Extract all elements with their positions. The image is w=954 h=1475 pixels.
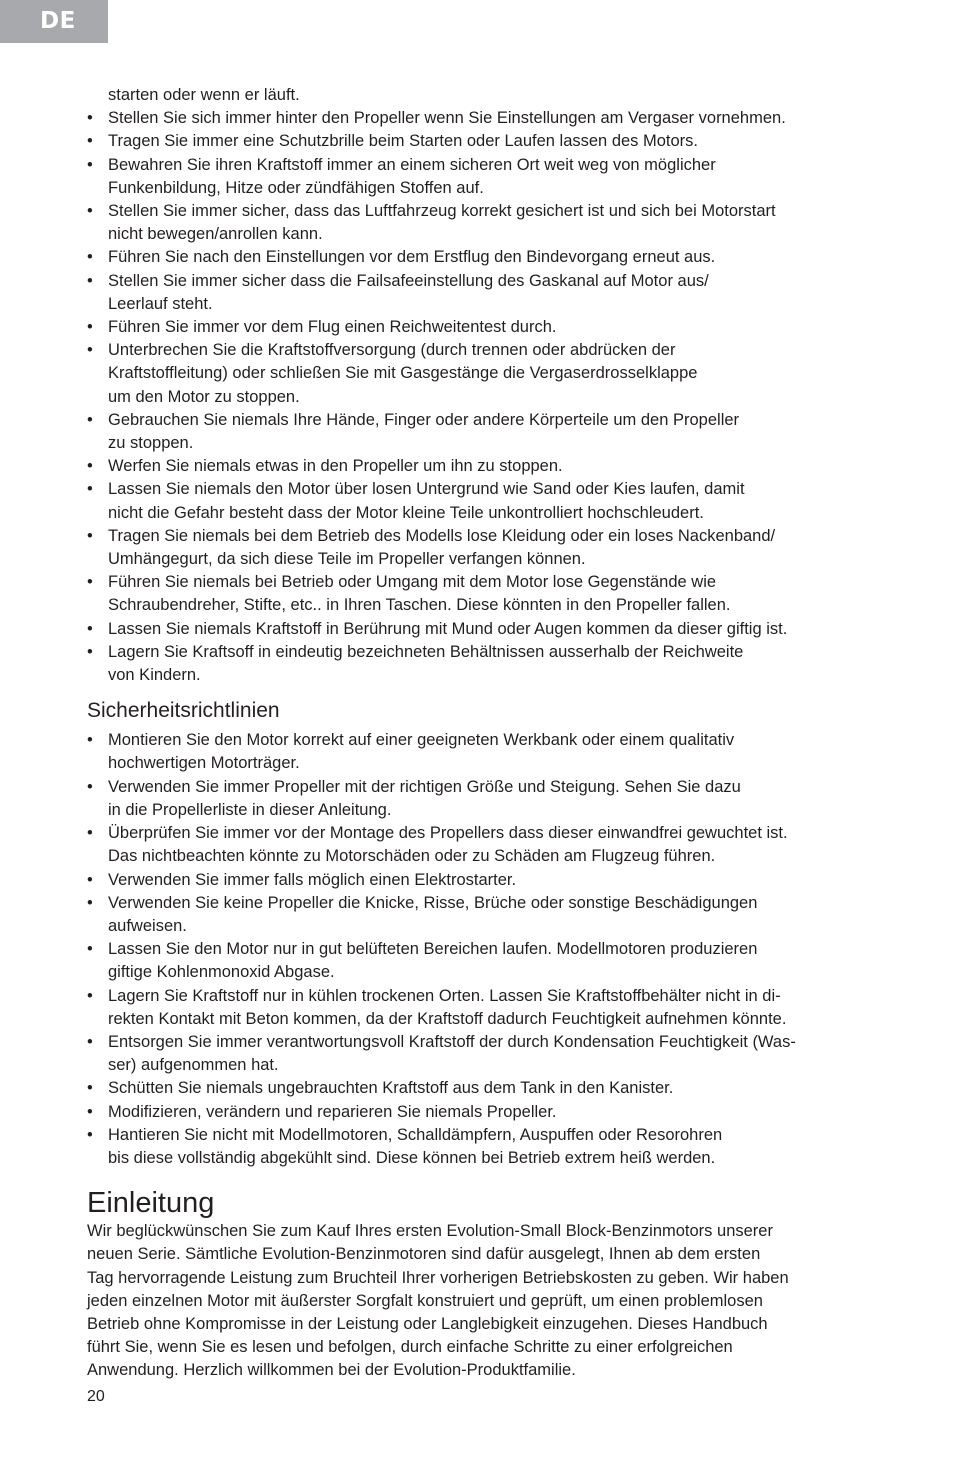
warning-list-item — [87, 409, 877, 455]
warning-list-item — [87, 339, 877, 409]
list-item-text: Modifizieren, verändern und reparieren Sie niemals Propeller. — [108, 1102, 557, 1121]
warning-list-item — [87, 200, 877, 246]
list-item-text: Stellen Sie immer sicher dass die Failsafeeinstellung des Gaskanal auf Motor aus/ Leerlauf steht. — [108, 271, 709, 313]
bullet-icon: • — [87, 1032, 93, 1051]
bullet-icon: • — [87, 1102, 93, 1121]
list-item-text: Werfen Sie niemals etwas in den Propeller um ihn zu stoppen. — [108, 457, 563, 476]
list-item-text: Lassen Sie niemals den Motor über losen Untergrund wie Sand oder Kies laufen, damit nicht die Gefahr besteht dass der Motor kleine Teile unkontrolliert hochschleudert. — [108, 480, 745, 522]
warning-list-item — [87, 270, 877, 316]
list-item-text: Montieren Sie den Motor korrekt auf einer geeigneten Werkbank oder einem qualitativ hochwertigen Motorträger. — [108, 731, 735, 773]
bullet-icon: • — [87, 642, 93, 661]
list-item-text: Gebrauchen Sie niemals Ihre Hände, Finger oder andere Körperteile um den Propeller zu stoppen. — [108, 410, 740, 453]
list-item-text: Verwenden Sie immer falls möglich einen Elektrostarter. — [108, 870, 517, 889]
list-item-text: Führen Sie niemals bei Betrieb oder Umgang mit dem Motor lose Gegenstände wie Schraubendreher, Stifte, etc.. in Ihren Taschen. Diese könnten in den Propeller fallen. — [108, 573, 731, 615]
bullet-icon: • — [87, 870, 93, 889]
bullet-icon: • — [87, 824, 93, 843]
list-item-text: Tragen Sie immer eine Schutzbrille beim Starten oder Laufen lassen des Motors. — [108, 132, 699, 151]
section-heading-introduction: Einleitung — [87, 1187, 215, 1220]
bullet-icon: • — [87, 457, 93, 476]
safety-guidelines-list — [87, 729, 877, 1170]
list-item-text: Führen Sie immer vor dem Flug einen Reichweitentest durch. — [108, 318, 557, 337]
bullet-icon: • — [87, 410, 93, 429]
bullet-icon: • — [87, 271, 93, 290]
continuation-text: starten oder wenn er läuft. — [108, 86, 300, 104]
warning-list-item — [87, 525, 877, 571]
safety-list-item — [87, 776, 877, 822]
introduction-paragraph: Wir beglückwünschen Sie zum Kauf Ihres ersten Evolution-Small Block-Benzinmotors unserer neuen Serie. Sämtliche Evolution-Benzinmotoren sind dafür ausgelegt, Ihnen ab dem ersten Tag hervorragende Leistung zum Bruchteil Ihrer vorherigen Betriebskosten zu geben. Wir haben jeden einzelnen Motor mit äußerster Sorgfalt konstruiert und geprüft, um einen problemlosen Betrieb ohne Kompromisse in der Leistung oder Langlebigkeit einzugehen. Dieses Handbuch führt Sie, wenn Sie es lesen und befolgen, durch einfache Schritte zu einer erfolgreichen Anwendung. Herzlich willkommen bei der Evolution-Produktfamilie. — [87, 1222, 789, 1380]
bullet-icon: • — [87, 109, 93, 128]
bullet-icon: • — [87, 986, 93, 1005]
bullet-icon: • — [87, 248, 93, 267]
safety-list-item — [87, 938, 877, 984]
warning-list-item — [87, 478, 877, 524]
list-item-text: Schütten Sie niemals ungebrauchten Kraftstoff aus dem Tank in den Kanister. — [108, 1079, 674, 1098]
warning-list-item — [87, 618, 877, 641]
bullet-icon: • — [87, 318, 93, 337]
bullet-icon: • — [87, 940, 93, 959]
safety-list-item — [87, 1031, 877, 1077]
list-item-text: Lagern Sie Kraftsoff in eindeutig bezeichneten Behältnissen ausserhalb der Reichweite von Kindern. — [108, 642, 744, 685]
list-item-text: Lassen Sie den Motor nur in gut belüfteten Bereichen laufen. Modellmotoren produzieren giftige Kohlenmonoxid Abgase. — [108, 940, 758, 982]
bullet-icon: • — [87, 777, 93, 796]
list-item-text: Führen Sie nach den Einstellungen vor dem Erstflug den Bindevorgang erneut aus. — [108, 248, 716, 267]
warning-list-item — [87, 641, 877, 687]
bullet-icon: • — [87, 619, 93, 638]
warning-list-item — [87, 455, 877, 478]
list-item-text: Verwenden Sie immer Propeller mit der richtigen Größe und Steigung. Sehen Sie dazu in die Propellerliste in dieser Anleitung. — [108, 777, 741, 819]
list-item-text: Verwenden Sie keine Propeller die Knicke, Risse, Brüche oder sonstige Beschädigungen aufweisen. — [108, 893, 758, 935]
bullet-icon: • — [87, 155, 93, 174]
list-item-text: Bewahren Sie ihren Kraftstoff immer an einem sicheren Ort weit weg von möglicher Funkenbildung, Hitze oder zündfähigen Stoffen auf. — [108, 155, 716, 197]
list-item-text: Hantieren Sie nicht mit Modellmotoren, Schalldämpfern, Auspuffen oder Resorohren bis diese vollständig abgekühlt sind. Diese können bei Betrieb extrem heiß werden. — [108, 1125, 723, 1167]
bullet-icon: • — [87, 341, 93, 360]
warning-list-item — [87, 316, 877, 339]
bullet-icon: • — [87, 1079, 93, 1098]
page-number: 20 — [87, 1388, 105, 1405]
section-heading-safety: Sicherheitsrichtlinien — [87, 699, 280, 723]
bullet-icon: • — [87, 132, 93, 151]
bullet-icon: • — [87, 893, 93, 912]
safety-list-item — [87, 985, 877, 1031]
safety-list-item — [87, 1077, 877, 1100]
warning-list-item — [87, 571, 877, 617]
safety-list-item — [87, 1124, 877, 1170]
bullet-icon: • — [87, 731, 93, 750]
safety-list-item — [87, 822, 877, 868]
list-item-text: Unterbrechen Sie die Kraftstoffversorgung (durch trennen oder abdrücken der Kraftstoffleitung) oder schließen Sie mit Gasgestänge die Vergaserdrosselklappe um den Motor zu stoppen. — [108, 341, 698, 406]
list-item-text: Stellen Sie sich immer hinter den Propeller wenn Sie Einstellungen am Vergaser vornehmen. — [108, 109, 786, 128]
safety-list-item — [87, 729, 877, 775]
bullet-icon: • — [87, 526, 93, 545]
language-tab: DE — [0, 0, 108, 43]
warning-list-item — [87, 246, 877, 269]
warning-list-item — [87, 130, 877, 153]
warning-list-item — [87, 154, 877, 200]
list-item-text: Entsorgen Sie immer verantwortungsvoll Kraftstoff der durch Kondensation Feuchtigkeit (Was- ser) aufgenommen hat. — [108, 1032, 796, 1075]
list-item-text: Stellen Sie immer sicher, dass das Luftfahrzeug korrekt gesichert ist und sich bei Motorstart nicht bewegen/anrollen kann. — [108, 202, 776, 244]
safety-list-item — [87, 892, 877, 938]
safety-list-item — [87, 869, 877, 892]
bullet-icon: • — [87, 480, 93, 499]
list-item-text: Lassen Sie niemals Kraftstoff in Berührung mit Mund oder Augen kommen da dieser giftig ist. — [108, 619, 788, 638]
warning-list-item — [87, 107, 877, 130]
warning-list — [87, 107, 877, 687]
bullet-icon: • — [87, 1125, 93, 1144]
list-item-text: Tragen Sie niemals bei dem Betrieb des Modells lose Kleidung oder ein loses Nackenband/ Umhängegurt, da sich diese Teile im Propeller verfangen können. — [108, 526, 776, 569]
bullet-icon: • — [87, 573, 93, 592]
safety-list-item — [87, 1101, 877, 1124]
bullet-icon: • — [87, 202, 93, 221]
list-item-text: Überprüfen Sie immer vor der Montage des Propellers dass dieser einwandfrei gewuchtet ist. Das nichtbeachten könnte zu Motorschäden oder zu Schäden am Flugzeug führen. — [108, 824, 788, 866]
list-item-text: Lagern Sie Kraftstoff nur in kühlen trockenen Orten. Lassen Sie Kraftstoffbehälter nicht in di- rekten Kontakt mit Beton kommen, da der Kraftstoff dadurch Feuchtigkeit aufnehmen könnte. — [108, 986, 787, 1028]
page-content — [87, 84, 877, 1383]
